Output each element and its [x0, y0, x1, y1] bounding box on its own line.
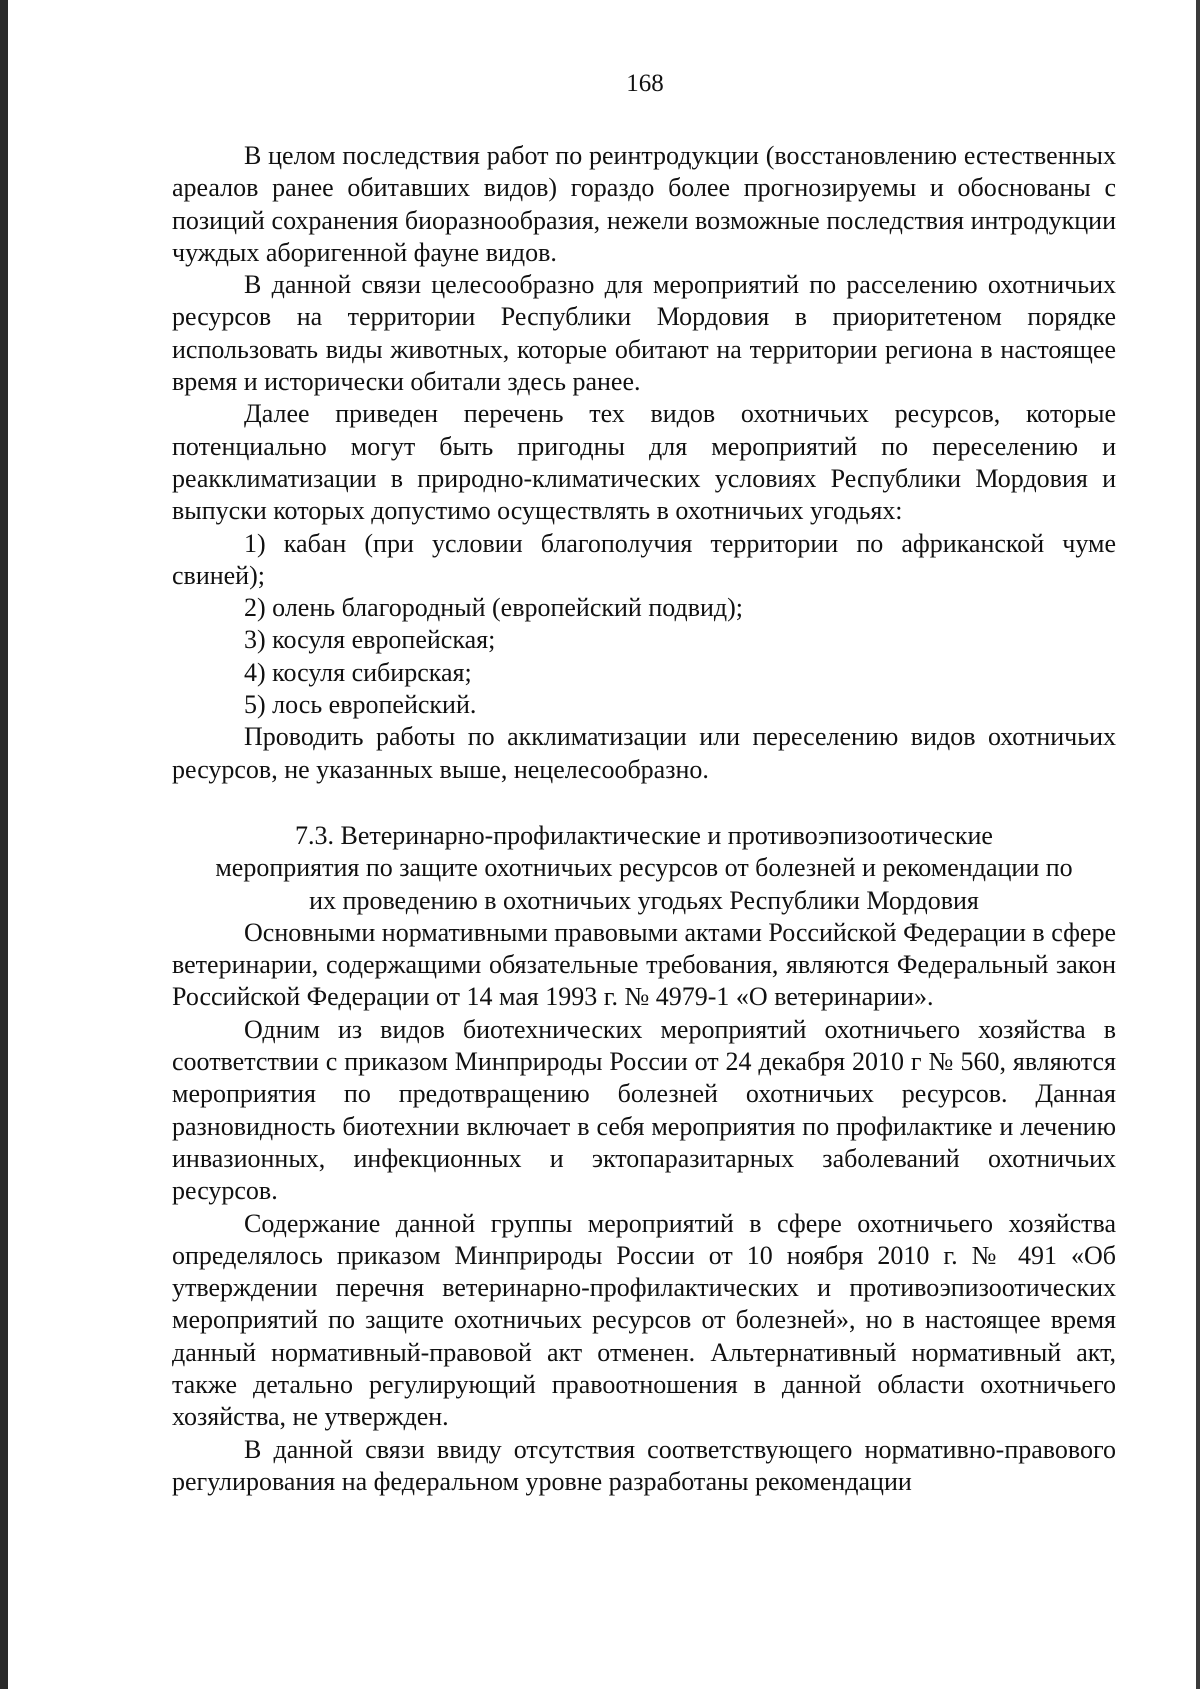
paragraph: В данной связи целесообразно для мероприятий по расселению охотничьих ресурсов на территории Республики Мордовия в приоритетеном порядке использовать виды животных, которые обитают на территории региона в настоящее время и исторически обитали здесь ранее.	[172, 270, 1116, 397]
section-heading	[172, 820, 1116, 917]
scan-edge-left	[0, 0, 8, 1689]
section-heading-line: мероприятия по защите охотничьих ресурсов от болезней и рекомендации по	[215, 853, 1073, 883]
paragraph: Основными нормативными правовыми актами Российской Федерации в сфере ветеринарии, содержащими обязательные требования, являются Федеральный закон Российской Федерации от 14 мая 1993 г. № 4979-1 «О ветеринарии».	[172, 917, 1116, 1012]
section-heading-line: их проведению в охотничьих угодьях Республики Мордовия	[309, 885, 979, 915]
list-item: 3) косуля европейская;	[244, 625, 496, 655]
list-item: 4) косуля сибирская;	[244, 657, 472, 687]
paragraph: Проводить работы по акклиматизации или переселению видов охотничьих ресурсов, не указанных выше, нецелесообразно.	[172, 722, 1116, 784]
section-heading-line: 7.3. Ветеринарно-профилактические и противоэпизоотические	[295, 820, 993, 850]
document-body	[172, 140, 1116, 1498]
paragraph: Содержание данной группы мероприятий в сфере охотничьего хозяйства определялось приказом Минприроды России от 10 ноября 2010 г. № 491 «Об утверждении перечня ветеринарно-профилактических и противоэпизоотических мероприятий по защите охотничьих ресурсов от болезней», но в настоящее время данный нормативный-правовой акт отменен. Альтернативный нормативный акт, также детально регулирующий правоотношения в данной области охотничьего хозяйства, не утвержден.	[172, 1208, 1116, 1432]
paragraph: В данной связи ввиду отсутствия соответствующего нормативно-правового регулирования на федеральном уровне разработаны рекомендации	[172, 1434, 1116, 1496]
list-item: 1) кабан (при условии благополучия территории по африканской чуме свиней);	[172, 528, 1116, 590]
list-item: 5) лось европейский.	[244, 690, 477, 720]
paragraph: В целом последствия работ по реинтродукции (восстановлению естественных ареалов ранее обитавших видов) гораздо более прогнозируемы и обоснованы с позиций сохранения биоразнообразия, нежели возможные последствия интродукции чуждых аборигенной фауне видов.	[172, 141, 1116, 267]
paragraph: Одним из видов биотехнических мероприятий охотничьего хозяйства в соответствии с приказом Минприроды России от 24 декабря 2010 г № 560, являются мероприятия по предотвращению болезней охотничьих ресурсов. Данная разновидность биотехнии включает в себя мероприятия по профилактике и лечению инвазионных, инфекционных и эктопаразитарных заболеваний охотничьих ресурсов.	[172, 1014, 1116, 1206]
list-item: 2) олень благородный (европейский подвид);	[244, 593, 744, 623]
scan-edge-right	[1196, 0, 1200, 1689]
page-number: 168	[626, 70, 664, 97]
paragraph: Далее приведен перечень тех видов охотничьих ресурсов, которые потенциально могут быть пригодны для мероприятий по переселению и реакклиматизации в природно-климатических условиях Республики Мордовия и выпуски которых допустимо осуществлять в охотничьих угодьях:	[172, 399, 1116, 526]
